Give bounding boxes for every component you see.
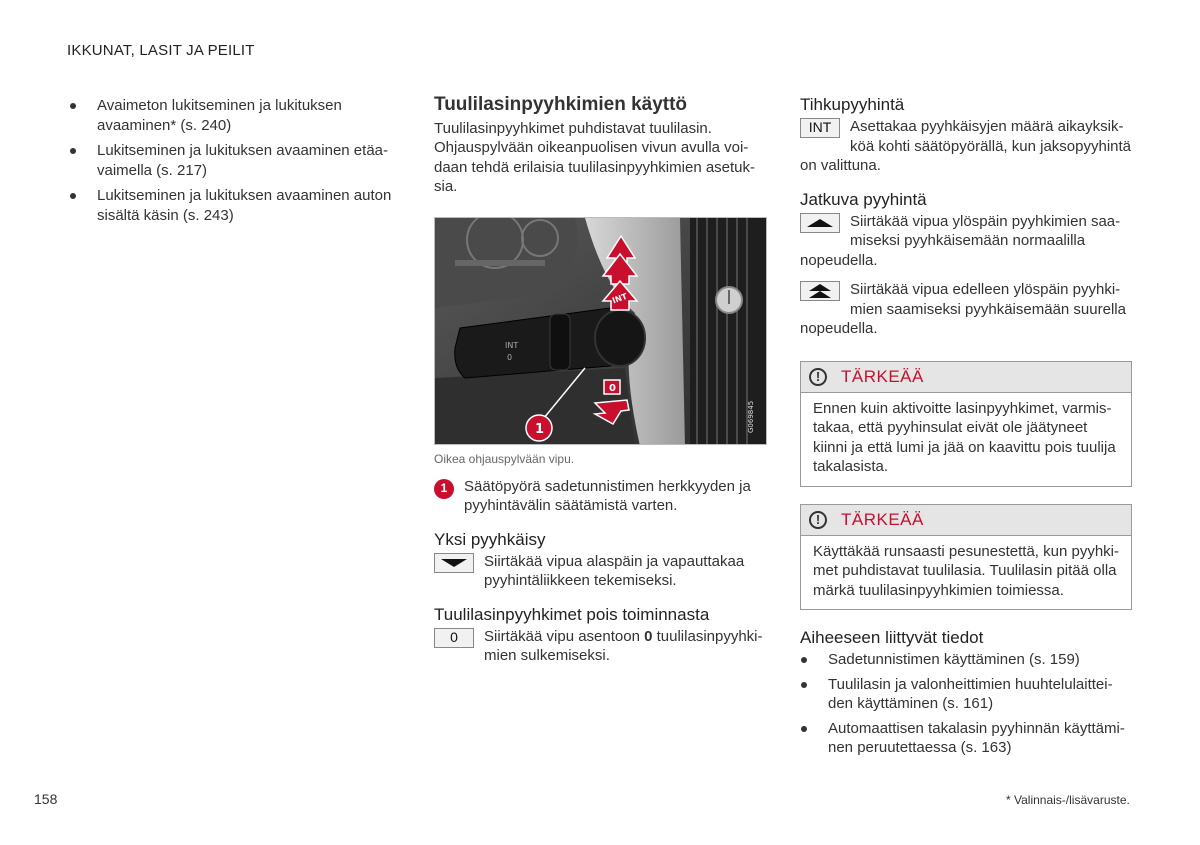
list-item-text: Lukitseminen ja lukituksen avaaminen auton sisältä käsin (s. 243) [97, 187, 392, 224]
single-sweep-heading: Yksi pyyhkäisy [434, 529, 546, 549]
callout-item [434, 477, 768, 516]
high-speed-item [800, 280, 1132, 339]
section-title: IKKUNAT, LASIT JA PEILIT [67, 42, 255, 59]
stalk-zero-text: 0 [507, 352, 513, 362]
footnote: * Valinnais-/lisävaruste. [1006, 793, 1130, 807]
chevron-down-icon [439, 557, 469, 569]
callout-marker-number: 1 [535, 421, 545, 437]
related-heading: Aiheeseen liittyvät tiedot [800, 628, 984, 647]
warning-box [800, 504, 1132, 611]
list-item[interactable] [67, 96, 397, 135]
list-item[interactable] [800, 719, 1132, 758]
page-number: 158 [34, 791, 58, 807]
figure-int-label: INT [611, 291, 629, 305]
warning-header [801, 505, 1131, 536]
chevron-up-icon [805, 217, 835, 229]
normal-speed-symbol [800, 213, 840, 233]
warning-title: TÄRKEÄÄ [841, 366, 924, 386]
list-item-text: Lukitseminen ja lukituksen avaaminen etäavaimella (s. 217) [97, 142, 389, 179]
list-item-text: Tuulilasin ja valonheittimien huuhtelulaitteiden käyttäminen (s. 161) [828, 675, 1113, 712]
high-speed-symbol [800, 281, 840, 301]
callout-text: Säätöpyörä sadetunnistimen herkkyyden ja pyyhintävälin säätämistä varten. [464, 477, 751, 514]
wipers-off-symbol: 0 [434, 628, 474, 648]
warning-text: Ennen kuin aktivoitte lasinpyyhkimet, varmistakaa, että pyyhinsulat eivät ole jäätyneet kiinni ja että lumi ja jää on kaavittu pois tuulija takalasista. [813, 399, 1116, 475]
single-sweep-text: Siirtäkää vipua alaspäin ja vapauttakaa pyyhintäliikkeen tekemiseksi. [484, 552, 745, 589]
figure-zero-label: 0 [609, 382, 616, 394]
stalk-illustration-svg [435, 218, 767, 445]
list-item-text: Sadetunnistimen käyttäminen (s. 159) [828, 651, 1080, 668]
callout-number: 1 [434, 479, 454, 499]
interval-text: Asettakaa pyyhkäisyjen määrä aikayksikköä kohti säätöpyörällä, kun jaksopyyhintä on valittuna. [800, 118, 1132, 174]
warning-title: TÄRKEÄÄ [841, 509, 924, 529]
warning-text: Käyttäkää runsaasti pesunestettä, kun pyyhkimet puhdistavat tuulilasia. Tuulilasin pitää olla märkä tuulilasinpyyhkimien toimiessa. [813, 542, 1120, 599]
related-list [800, 650, 1132, 758]
list-item[interactable] [800, 675, 1132, 714]
normal-speed-text: Siirtäkää vipua ylöspäin pyyhkimien saamiseksi pyyhkäisemään normaalilla nopeudella. [800, 212, 1121, 269]
wipers-off-text-bold: 0 [644, 627, 653, 645]
single-sweep-item [434, 552, 768, 591]
interval-heading: Tihkupyyhintä [800, 95, 905, 114]
interval-item [800, 117, 1132, 176]
page-title: Tuulilasinpyyhkimien käyttö [434, 94, 688, 115]
stalk-int-text: INT [505, 340, 519, 350]
double-chevron-up-icon [805, 283, 835, 299]
intro-text: Tuulilasinpyyhkimet puhdistavat tuulilasin. Ohjauspylvään oikeanpuolisen vivun avulla voidaan tehdä erilaisia tuulilasinpyyhkimien asetuksia. [434, 119, 756, 195]
wipers-off-text-a: Siirtäkää vipu asentoon [484, 627, 645, 645]
figure-code: G069845 [747, 400, 755, 433]
warning-header [801, 362, 1131, 393]
high-speed-text: Siirtäkää vipua edelleen ylöspäin pyyhkimien saamiseksi pyyhkäisemään suurella nopeudella. [800, 281, 1126, 337]
wipers-off-heading: Tuulilasinpyyhkimet pois toiminnasta [434, 604, 710, 624]
warning-box [800, 361, 1132, 487]
right-column [800, 95, 1132, 763]
wipers-off-text [484, 627, 768, 666]
continuous-heading: Jatkuva pyyhintä [800, 189, 927, 209]
list-item[interactable] [800, 650, 1132, 670]
related-links-column [67, 96, 397, 231]
list-item-text: Automaattisen takalasin pyyhinnän käyttäminen peruutettaessa (s. 163) [828, 719, 1125, 756]
single-sweep-symbol [434, 553, 474, 573]
related-links-list [67, 96, 397, 225]
list-item[interactable] [67, 141, 397, 180]
stalk-illustration [434, 217, 767, 445]
wipers-off-text-b: tuulilasinpyyhkimien sulkemiseksi. [484, 627, 763, 664]
exclamation-icon: ! [809, 368, 827, 386]
wipers-off-item [434, 627, 768, 666]
list-item[interactable] [67, 186, 397, 225]
exclamation-icon: ! [809, 511, 827, 529]
main-column [434, 95, 768, 666]
list-item-text: Avaimeton lukitseminen ja lukituksen avaaminen* (s. 240) [97, 97, 342, 134]
interval-symbol: INT [800, 118, 840, 138]
normal-speed-item [800, 212, 1132, 271]
figure-caption: Oikea ohjauspylvään vipu. [434, 451, 575, 466]
